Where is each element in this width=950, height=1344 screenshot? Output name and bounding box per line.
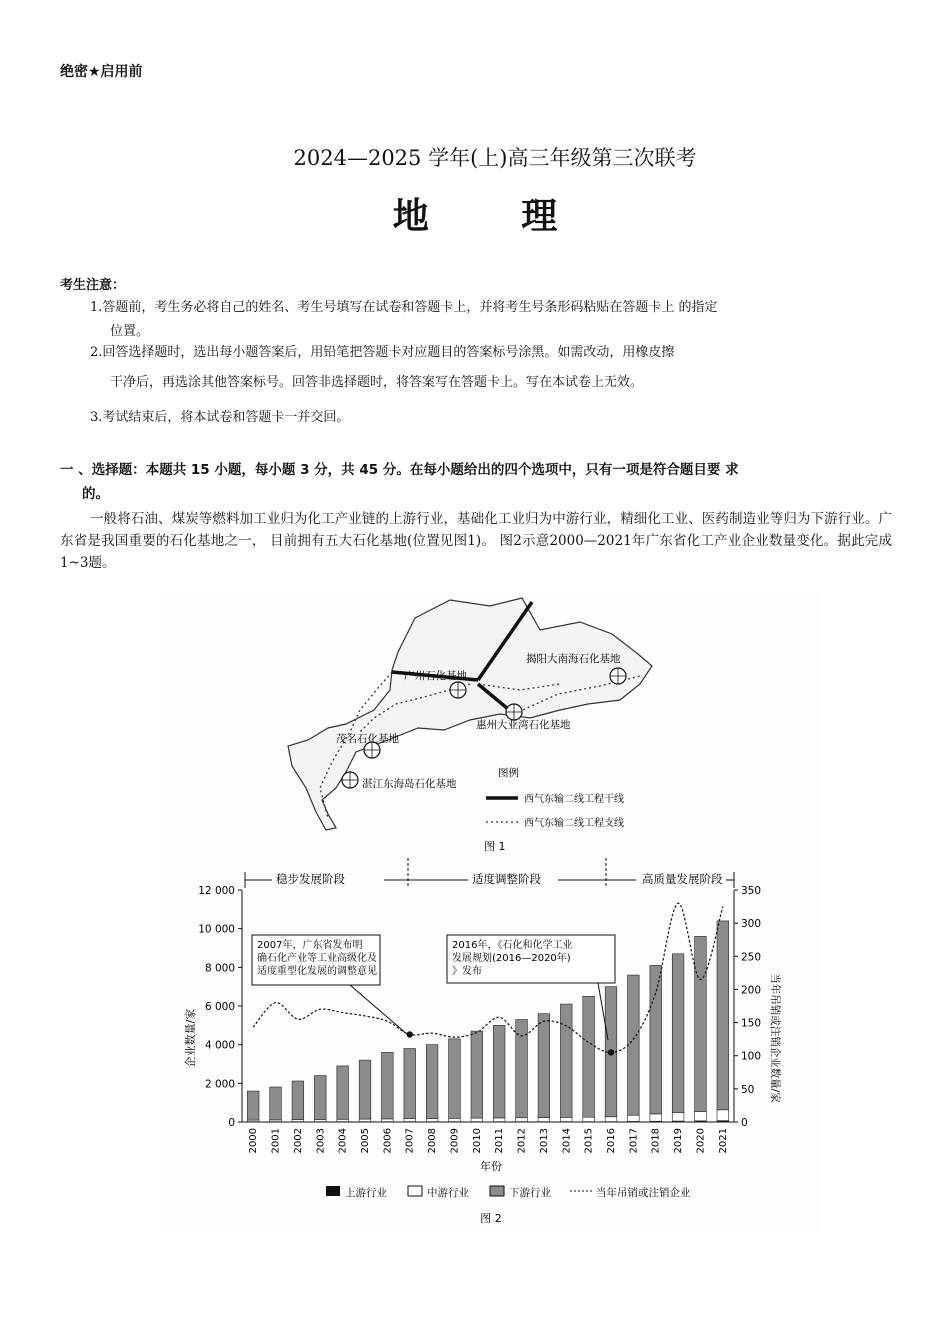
figure-2-chart (160, 852, 822, 1232)
right-tick-label: 150 (741, 1017, 762, 1030)
bar-downstream (560, 1004, 572, 1117)
x-tick-label: 2016 (606, 1128, 617, 1154)
bar-downstream (583, 996, 595, 1117)
figure-1-map (160, 592, 822, 852)
bar-midstream (717, 1110, 729, 1121)
bar-midstream (404, 1119, 416, 1122)
legend-label-midstream: 中游行业 (427, 1187, 469, 1199)
bar-downstream (538, 1014, 550, 1118)
bar-midstream (560, 1117, 572, 1121)
subject-title: 地 理 (392, 196, 598, 237)
base-label-jieyang: 揭阳大南海石化基地 (526, 653, 621, 665)
left-tick-label: 6 000 (204, 1001, 235, 1013)
bar-downstream (449, 1039, 461, 1118)
bar-downstream (650, 965, 662, 1113)
left-tick-label: 10 000 (198, 923, 235, 936)
right-tick-label: 350 (741, 885, 762, 897)
x-tick-label: 2012 (516, 1128, 528, 1154)
bar-downstream (359, 1060, 371, 1119)
y-axis-right-label: 当年吊销或注销企业数量/家 (769, 973, 781, 1103)
bar-downstream (247, 1091, 259, 1120)
bar-midstream (426, 1119, 438, 1122)
legend-label-deregistered: 当年吊销或注销企业 (596, 1187, 691, 1199)
left-tick-label: 2 000 (204, 1078, 235, 1091)
x-tick-label: 2017 (628, 1128, 640, 1154)
x-tick-label: 2000 (248, 1128, 260, 1154)
right-tick-label: 300 (741, 918, 762, 931)
right-tick-label: 50 (741, 1083, 755, 1096)
base-label-zhanjiang: 湛江东海岛石化基地 (362, 778, 457, 790)
bar-midstream (538, 1118, 550, 1122)
annotation-2007-text: 2007年，广东省发布明确石化产业等工业高级化及适度重型化发展的调整意见 (257, 940, 377, 977)
stage-label-1: 稳步发展阶段 (276, 872, 345, 886)
stage-label-2: 适度调整阶段 (472, 872, 541, 886)
bar-downstream (628, 975, 640, 1115)
legend-label-downstream: 下游行业 (509, 1187, 551, 1199)
bar-midstream (449, 1118, 461, 1121)
figure-1-caption: 图 1 (484, 840, 506, 852)
bar-downstream (426, 1045, 438, 1119)
x-tick-label: 2013 (538, 1128, 550, 1154)
bar-midstream (583, 1117, 595, 1121)
x-axis-label: 年份 (480, 1160, 502, 1173)
legend-main-label: 西气东输二线工程干线 (524, 794, 624, 805)
x-tick-label: 2010 (471, 1128, 483, 1154)
notice-item-2: 2.回答选择题时，选出每小题答案后，用铅笔把答题卡对应题目的答案标号涂黑。如需改动，用橡皮擦 (90, 345, 675, 360)
bar-downstream (314, 1076, 326, 1120)
x-tick-label: 2019 (673, 1128, 685, 1154)
bar-downstream (270, 1087, 282, 1120)
legend-swatch-midstream (408, 1186, 422, 1196)
bar-midstream (471, 1118, 483, 1121)
x-tick-label: 2021 (717, 1128, 729, 1154)
exam-title: 2024—2025 学年(上)高三年级第三次联考 (293, 146, 697, 170)
x-tick-label: 2009 (449, 1128, 461, 1154)
bar-midstream (493, 1118, 505, 1122)
question-stem: 一般将石油、煤炭等燃料加工业归为化工产业链的上游行业，基础化工业归为中游行业，精细化工业、医药制造业等归为下游行业。广东省是我国重要的石化基地之一， 目前拥有五大石化基地(位置见图1)。 图2示意2000—2021年广东省化工产业企业数量变化。据此完成1~3题。 (60, 511, 892, 571)
notice-item-1-cont: 位置。 (110, 324, 150, 339)
bar-midstream (605, 1117, 617, 1122)
x-tick-label: 2004 (337, 1128, 349, 1154)
x-tick-label: 2007 (404, 1128, 416, 1154)
section-heading-cont: 的。 (82, 486, 109, 502)
left-tick-label: 0 (228, 1117, 235, 1129)
x-tick-label: 2002 (292, 1128, 304, 1154)
right-tick-label: 200 (741, 984, 762, 997)
x-tick-label: 2018 (650, 1128, 662, 1154)
y-axis-left-label: 企业数量/家 (184, 1008, 197, 1068)
figure-2-caption: 图 2 (480, 1212, 502, 1225)
bar-downstream (337, 1066, 349, 1119)
x-tick-label: 2014 (561, 1128, 573, 1154)
bar-midstream (516, 1118, 528, 1122)
secret-label: 绝密★启用前 (60, 64, 143, 80)
left-tick-label: 4 000 (204, 1039, 235, 1052)
x-tick-label: 2020 (695, 1128, 707, 1154)
stage-bar (245, 858, 734, 888)
base-label-guangzhou: 广州石化基地 (404, 670, 467, 682)
legend-branch-label: 西气东输二线工程支线 (524, 818, 624, 829)
x-tick-label: 2003 (315, 1128, 327, 1154)
x-tick-label: 2015 (583, 1128, 595, 1154)
bar-downstream (404, 1049, 416, 1119)
right-tick-label: 250 (741, 951, 762, 964)
notice-item-1: 1.答题前，考生务必将自己的姓名、考生号填写在试卷和答题卡上，并将考生号条形码粘贴在答题卡上 的指定 (90, 300, 718, 315)
left-tick-label: 8 000 (204, 962, 235, 975)
bar-downstream (695, 936, 707, 1111)
annotation-point (608, 1049, 614, 1055)
bar-downstream (471, 1031, 483, 1118)
right-tick-label: 0 (741, 1117, 748, 1129)
bar-midstream (314, 1119, 326, 1121)
legend-label-upstream: 上游行业 (345, 1187, 387, 1199)
bar-midstream (359, 1119, 371, 1122)
bar-midstream (337, 1119, 349, 1121)
bar-midstream (695, 1112, 707, 1121)
left-tick-label: 12 000 (198, 885, 235, 897)
map-legend-title: 图例 (498, 767, 519, 779)
chart-legend (326, 1186, 691, 1199)
legend-swatch-upstream (326, 1186, 340, 1196)
bar-midstream (672, 1113, 684, 1121)
notice-item-3: 3.考试结束后，将本试卷和答题卡一并交回。 (90, 410, 350, 425)
annotation-2007 (252, 935, 408, 1035)
base-label-maoming: 茂名石化基地 (336, 733, 399, 745)
bar-downstream (672, 954, 684, 1113)
bar-midstream (650, 1114, 662, 1121)
bar-downstream (292, 1081, 304, 1120)
notice-heading: 考生注意： (60, 278, 126, 293)
x-tick-label: 2001 (270, 1128, 282, 1154)
bar-midstream (382, 1119, 394, 1122)
x-tick-label: 2006 (382, 1128, 394, 1154)
base-label-huizhou: 惠州大亚湾石化基地 (476, 719, 571, 731)
annotation-2016-text: 2016年，《石化和化学工业发展规划(2016—2020年)》发布 (452, 940, 573, 977)
stage-label-3: 高质量发展阶段 (642, 872, 723, 886)
right-tick-label: 100 (741, 1050, 762, 1063)
bar-downstream (382, 1052, 394, 1119)
section-heading: 一 、选择题：本题共 15 小题，每小题 3 分，共 45 分。在每小题给出的四个选项中，只有一项是符合题目要 求 (60, 462, 739, 478)
bar-midstream (628, 1115, 640, 1121)
x-tick-label: 2008 (427, 1128, 439, 1154)
bar-downstream (493, 1025, 505, 1118)
notice-item-2-cont: 干净后，再选涂其他答案标号。回答非选择题时，将答案写在答题卡上。写在本试卷上无效。 (110, 375, 644, 390)
bar-downstream (717, 921, 729, 1110)
legend-swatch-downstream (490, 1186, 504, 1196)
x-tick-label: 2011 (494, 1128, 506, 1154)
x-tick-label: 2005 (360, 1128, 371, 1154)
